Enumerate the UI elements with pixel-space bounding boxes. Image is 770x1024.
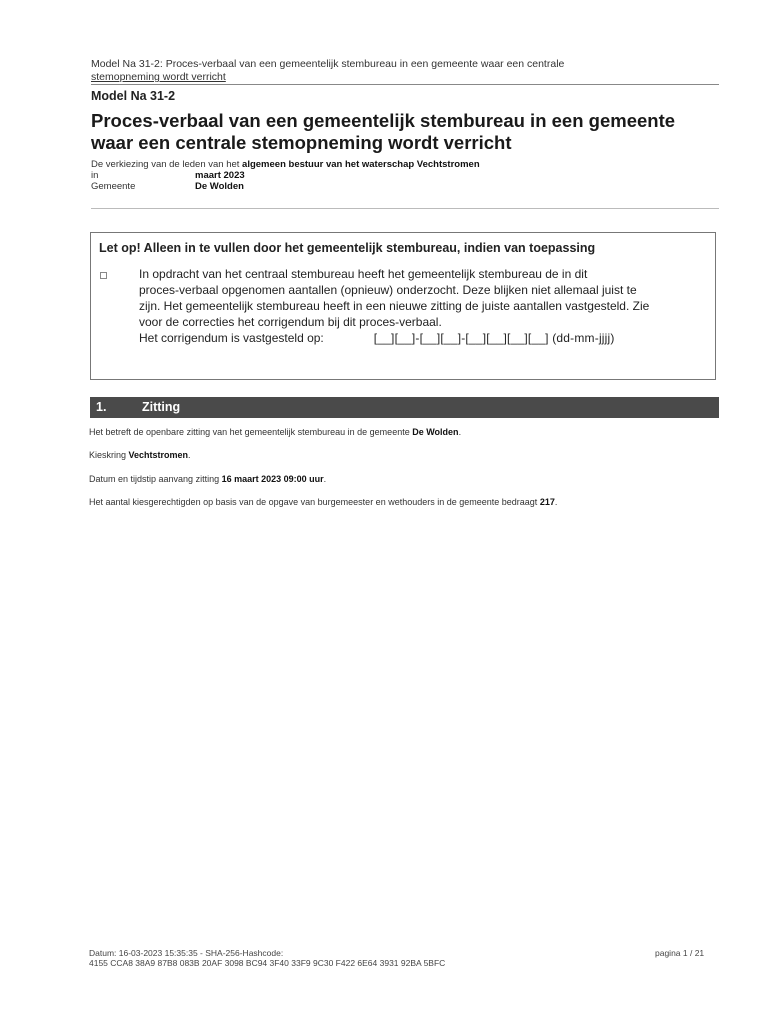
date-suffix: . bbox=[323, 474, 327, 484]
footer-hash bbox=[89, 948, 445, 968]
notice-line3: zijn. Het gemeentelijk stembureau heeft in een nieuwe zitting de juiste aantallen vastgesteld. Zie bbox=[139, 299, 650, 313]
page-title bbox=[91, 110, 721, 154]
date-text: Datum en tijdstip aanvang zitting bbox=[89, 474, 222, 484]
notice-checkbox[interactable] bbox=[100, 272, 107, 279]
notice-text bbox=[139, 266, 711, 346]
footer-date-line: Datum: 16-03-2023 15:35:35 - SHA-256-Hashcode: bbox=[89, 948, 284, 958]
session-municipality: De Wolden bbox=[412, 427, 459, 437]
corrigendum-date-field[interactable]: [__][__]-[__][__]-[__][__][__][__] (dd-mm-jjjj) bbox=[373, 331, 615, 345]
meta-divider bbox=[91, 208, 719, 209]
zitting-paragraph-voters bbox=[89, 497, 719, 508]
page-title-line1: Proces-verbaal van een gemeentelijk stembureau in een gemeente bbox=[91, 110, 676, 131]
section-number: 1. bbox=[96, 400, 107, 414]
session-text: Het betreft de openbare zitting van het gemeentelijk stembureau in de gemeente bbox=[89, 427, 413, 437]
running-header bbox=[91, 58, 719, 84]
page-title-line2: waar een centrale stemopneming wordt verricht bbox=[91, 132, 512, 153]
municipality-label: Gemeente bbox=[91, 181, 136, 192]
kieskring-value: Vechtstromen bbox=[128, 450, 189, 460]
election-meta bbox=[91, 159, 711, 192]
election-row bbox=[91, 159, 711, 170]
zitting-paragraph-session bbox=[89, 427, 719, 438]
in-value: maart 2023 bbox=[195, 170, 245, 181]
session-suffix: . bbox=[458, 427, 462, 437]
in-row bbox=[91, 170, 711, 181]
in-label: in bbox=[91, 170, 99, 181]
section-header-zitting bbox=[90, 397, 719, 418]
running-header-line1: Model Na 31-2: Proces-verbaal van een gemeentelijk stembureau in een gemeente waar een centrale bbox=[91, 58, 565, 70]
page-number: pagina 1 / 21 bbox=[655, 948, 705, 958]
election-prefix: De verkiezing van de leden van het bbox=[91, 159, 243, 170]
footer-hash-line: 4155 CCA8 38A9 87B8 083B 20AF 3098 BC94 3F40 33F9 9C30 F422 6E64 3931 92BA 5BFC bbox=[89, 958, 446, 968]
corrigendum-label: Het corrigendum is vastgesteld op: bbox=[139, 331, 324, 345]
section-title: Zitting bbox=[142, 400, 181, 414]
kieskring-text: Kieskring bbox=[89, 450, 129, 460]
corrigendum-row bbox=[139, 330, 711, 346]
kieskring-suffix: . bbox=[188, 450, 191, 460]
notice-line4: voor de correcties het corrigendum bij dit proces-verbaal. bbox=[139, 315, 442, 329]
model-label: Model Na 31-2 bbox=[91, 89, 176, 103]
municipality-row bbox=[91, 181, 711, 192]
election-body: algemeen bestuur van het waterschap Vechtstromen bbox=[242, 159, 480, 170]
voters-suffix: . bbox=[554, 497, 558, 507]
header-divider bbox=[91, 84, 719, 85]
voters-count: 217 bbox=[539, 497, 555, 507]
municipality-value: De Wolden bbox=[195, 181, 244, 192]
notice-line1: In opdracht van het centraal stembureau heeft het gemeentelijk stembureau de in dit bbox=[139, 267, 588, 281]
date-value: 16 maart 2023 09:00 uur bbox=[221, 474, 324, 484]
notice-line2: proces-verbaal opgenomen aantallen (opnieuw) onderzocht. Deze blijken niet allemaal juist te bbox=[139, 283, 637, 297]
zitting-paragraph-kieskring bbox=[89, 450, 719, 461]
voters-text: Het aantal kiesgerechtigden op basis van de opgave van burgemeester en wethouders in de gemeente bedraagt bbox=[89, 497, 540, 507]
notice-title: Let op! Alleen in te vullen door het gemeentelijk stembureau, indien van toepassing bbox=[99, 241, 596, 255]
running-header-line2: stemopneming wordt verricht bbox=[91, 71, 226, 83]
notice-box bbox=[90, 232, 716, 380]
zitting-paragraph-date bbox=[89, 474, 719, 485]
